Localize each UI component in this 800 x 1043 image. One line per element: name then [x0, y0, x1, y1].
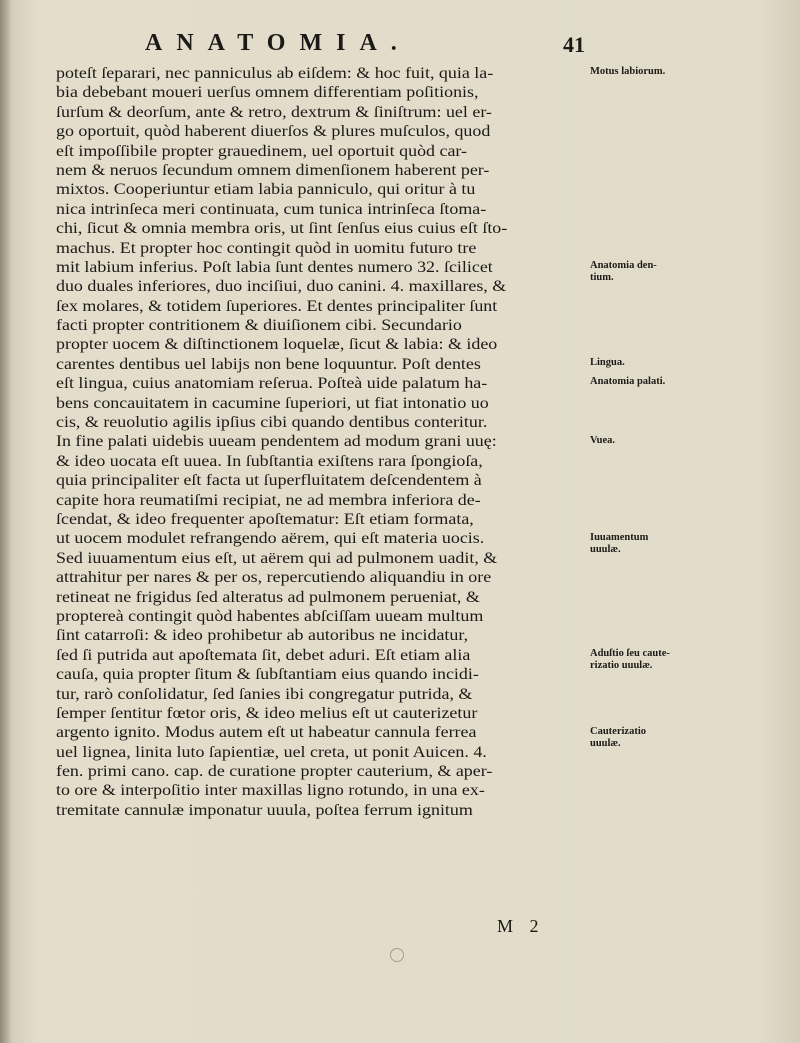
text-line: fen. primi cano. cap. de curatione propter cauterium, & aper- [56, 763, 493, 781]
page-ornament-icon [390, 948, 404, 962]
text-line: mit labium inferius. Poſt labia ſunt dentes numero 32. ſcilicet [56, 258, 493, 276]
marginal-note: Iuuamentum uuulæ. [590, 531, 649, 555]
marginal-note: Motus labiorum. [590, 66, 666, 77]
page-header [145, 30, 585, 60]
text-line: eſt lingua, cuius anatomiam reſerua. Poſteà uide palatum ha- [56, 375, 488, 393]
text-line: ſcendat, & ideo frequenter apoſtematur: Eſt etiam formata, [56, 510, 474, 528]
text-line: bens concauitatem in cacumine ſuperiori, ut fiat intonatio uo [56, 394, 489, 412]
text-line: ſurſum & deorſum, ante & retro, dextrum & ſiniſtrum: uel er- [56, 103, 492, 121]
text-line: ſint catarroſi: & ideo prohibetur ab autoribus ne incidatur, [56, 627, 469, 645]
text-line: tremitate cannulæ imponatur uuula, poſtea ferrum ignitum [56, 801, 473, 819]
signature-mark: M 2 [497, 916, 545, 936]
body-text-column [56, 64, 586, 820]
text-line: ut uocem modulet refrangendo aërem, qui eſt materia uocis. [56, 530, 485, 548]
marginal-note: Lingua. [590, 357, 625, 368]
text-line: mixtos. Cooperiuntur etiam labia panniculo, qui oritur à tu [56, 181, 476, 199]
folio-number: 41 [563, 32, 585, 57]
marginal-note: Anatomia palati. [590, 376, 666, 388]
text-line: bia debebant moueri uerſus omnem differentiam poſitionis, [56, 84, 479, 102]
text-line: ſex molares, & totidem ſuperiores. Et dentes principaliter ſunt [56, 297, 498, 315]
text-line: carentes dentibus uel labijs non bene loquuntur. Poſt dentes [56, 355, 481, 373]
text-line: ſed ſi putrida aut apoſtemata ſit, debet aduri. Eſt etiam alia [56, 646, 471, 664]
running-title: ANATOMIA. [145, 30, 411, 56]
text-line: argento ignito. Modus autem eſt ut habeatur cannula ferrea [56, 724, 477, 742]
text-line: nica intrinſeca meri continuata, cum tunica intrinſeca ſtoma- [56, 200, 487, 218]
text-line: nem & neruos ſecundum omnem dimenſionem haberent per- [56, 161, 490, 179]
text-line: & ideo uocata eſt uuea. In ſubſtantia exiſtens rara ſpongioſa, [56, 452, 483, 470]
text-line: quia principaliter eſt facta ut ſuperfluitatem deſcendentem à [56, 472, 482, 490]
text-line: machus. Et propter hoc contingit quòd in uomitu futuro tre [56, 239, 477, 257]
marginal-note: Aduſtio ſeu caute- rizatio uuulæ. [590, 648, 670, 671]
text-line: facti propter contritionem & diuiſionem cibi. Secundario [56, 317, 462, 335]
text-line: propter uocem & diſtinctionem loquelæ, ſicut & labia: & ideo [56, 336, 498, 354]
marginal-note: Vuea. [590, 434, 615, 446]
text-line: go oportuit, quòd haberent diuerſos & plures muſculos, quod [56, 123, 491, 141]
text-line: poteſt ſeparari, nec panniculus ab eiſdem: & hoc fuit, quia la- [56, 65, 494, 82]
text-line: In fine palati uidebis uueam pendentem ad modum grani uuę: [56, 433, 497, 451]
page-gutter-shadow [0, 0, 10, 1043]
text-line: cis, & reuolutio agilis ipſius cibi quando dentibus conteritur. [56, 414, 488, 432]
text-line: eſt impoſſibile propter grauedinem, uel oportuit quòd car- [56, 142, 467, 160]
text-line: proptereà contingit quòd habentes abſciſſam uueam multum [56, 607, 484, 625]
text-line: retineat ne frigidus ſed alteratus ad pulmonem perueniat, & [56, 588, 480, 606]
marginal-note: Anatomia den- tium. [590, 260, 657, 283]
text-line: cauſa, quia propter ſitum & ſubſtantiam eius quando incidi- [56, 666, 479, 684]
text-line: uel lignea, linita luto ſapientiæ, uel creta, ut ponit Auicen. 4. [56, 743, 487, 761]
marginal-note: Cauterizatio uuulæ. [590, 725, 646, 749]
text-line: tur, rarò conſolidatur, ſed ſanies ibi congregatur putrida, & [56, 685, 473, 703]
text-line: attrahitur per nares & per os, repercutiendo aliquandiu in ore [56, 569, 492, 587]
text-line: chi, ſicut & omnia membra oris, ut ſint ſenſus eius cuius eſt ſto- [56, 220, 508, 238]
text-line: Sed iuuamentum eius eſt, ut aërem qui ad pulmonem uadit, & [56, 549, 498, 567]
text-line: duo duales inferiores, duo inciſiui, duo canini. 4. maxillares, & [56, 278, 507, 296]
text-line: ſemper ſentitur fœtor oris, & ideo melius eſt ut cauterizetur [56, 704, 478, 722]
text-line: to ore & interpoſitio inter maxillas ligno rotundo, in una ex- [56, 782, 485, 800]
text-line: capite hora reumatiſmi recipiat, ne ad membra inferiora de- [56, 491, 481, 509]
